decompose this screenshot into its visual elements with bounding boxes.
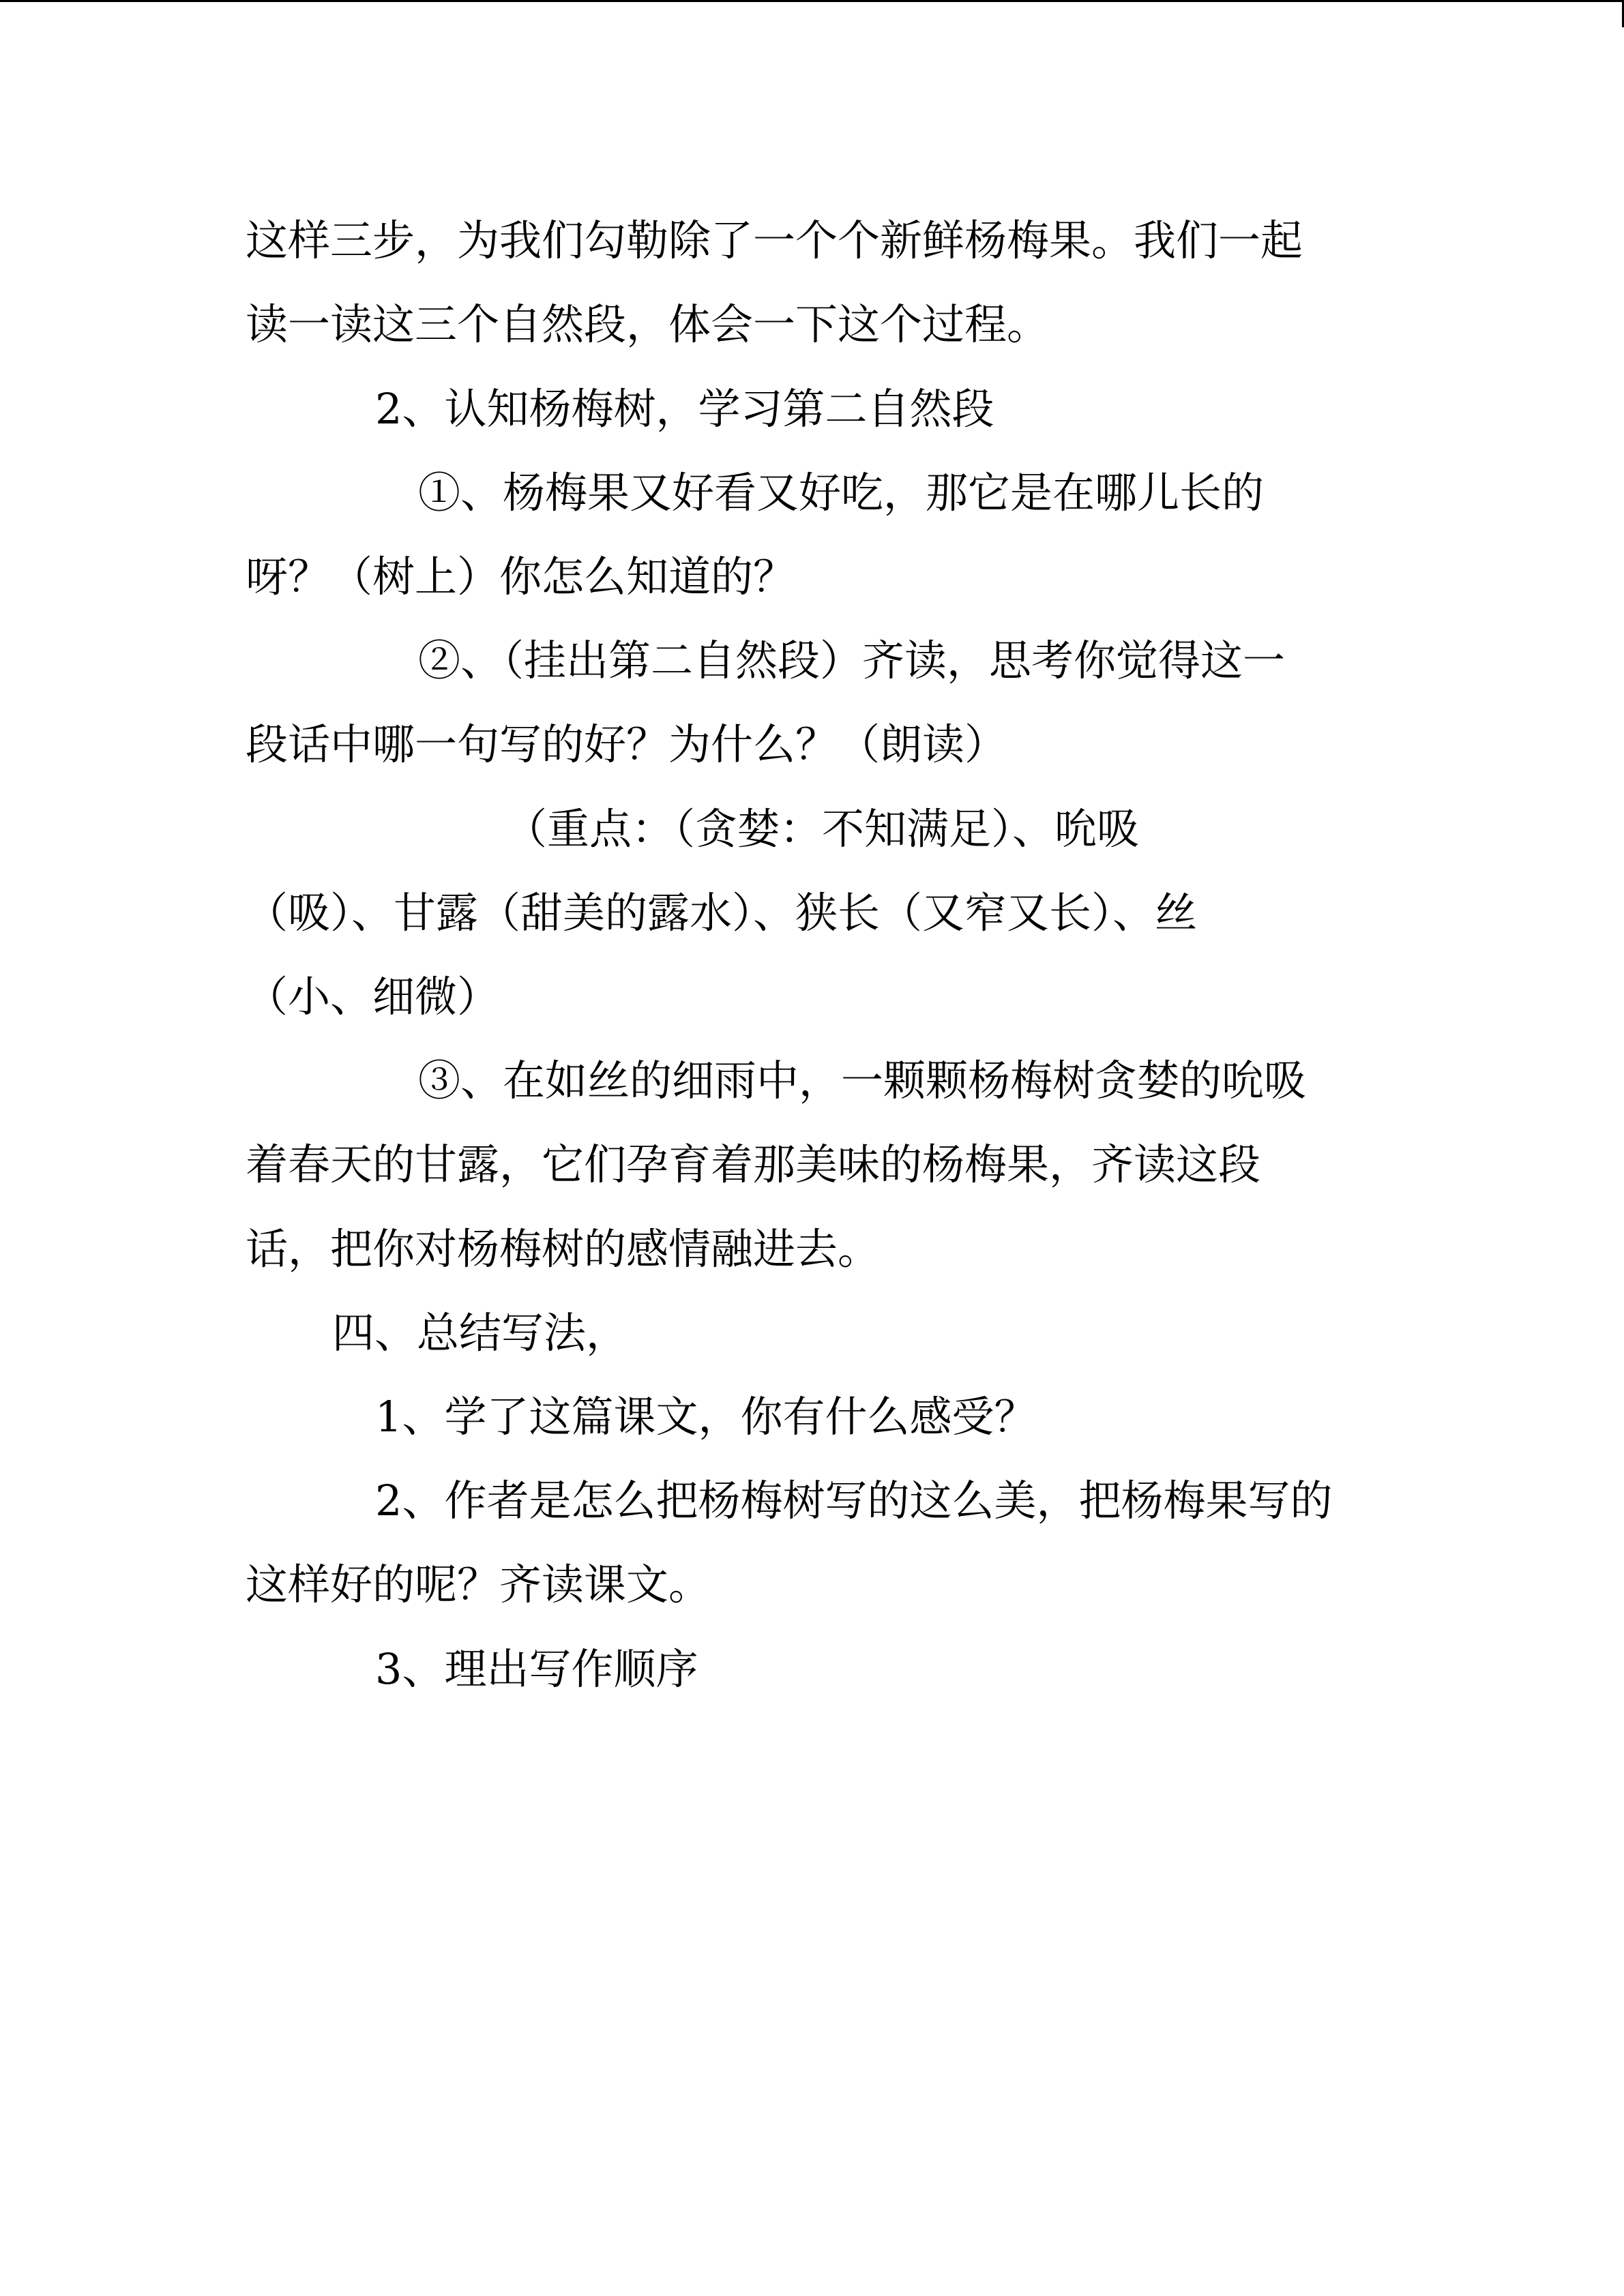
text-line: 读一读这三个自然段，体会一下这个过程。 (246, 299, 1050, 349)
text-line: 段话中哪一句写的好？为什么？（朗读） (246, 719, 1007, 769)
text-line: 这样好的呢？齐读课文。 (246, 1560, 711, 1609)
text-line: 话，把你对杨梅树的感情融进去。 (246, 1224, 881, 1274)
text-line: （吸）、甘露（甜美的露水）、狭长（又窄又长）、丝 (246, 888, 1198, 938)
text-line: ②、（挂出第二自然段）齐读，思考你觉得这一 (418, 636, 1286, 685)
text-line: 呀？（树上）你怎么知道的？ (246, 552, 796, 601)
text-line: ③、在如丝的细雨中，一颗颗杨梅树贪婪的吮吸 (418, 1056, 1307, 1105)
text-line: 2、认知杨梅树，学习第二自然段 (375, 384, 994, 434)
text-line: 着春天的甘露，它们孕育着那美味的杨梅果，齐读这段 (246, 1139, 1261, 1189)
text-line: 这样三步，为我们勾勒除了一个个新鲜杨梅果。我们一起 (246, 215, 1303, 265)
text-line: 四、总结写法， (332, 1308, 629, 1358)
text-line: 2、作者是怎么把杨梅树写的这么美，把杨梅果写的 (375, 1476, 1333, 1525)
text-line: （小、细微） (246, 972, 500, 1022)
text-line: 3、理出写作顺序 (375, 1644, 698, 1694)
text-line: （重点：（贪婪：不知满足）、吮吸 (505, 804, 1140, 854)
text-line: 1、学了这篇课文，你有什么感受？ (375, 1392, 1037, 1442)
text-line: ①、杨梅果又好看又好吃，那它是在哪儿长的 (418, 468, 1265, 518)
